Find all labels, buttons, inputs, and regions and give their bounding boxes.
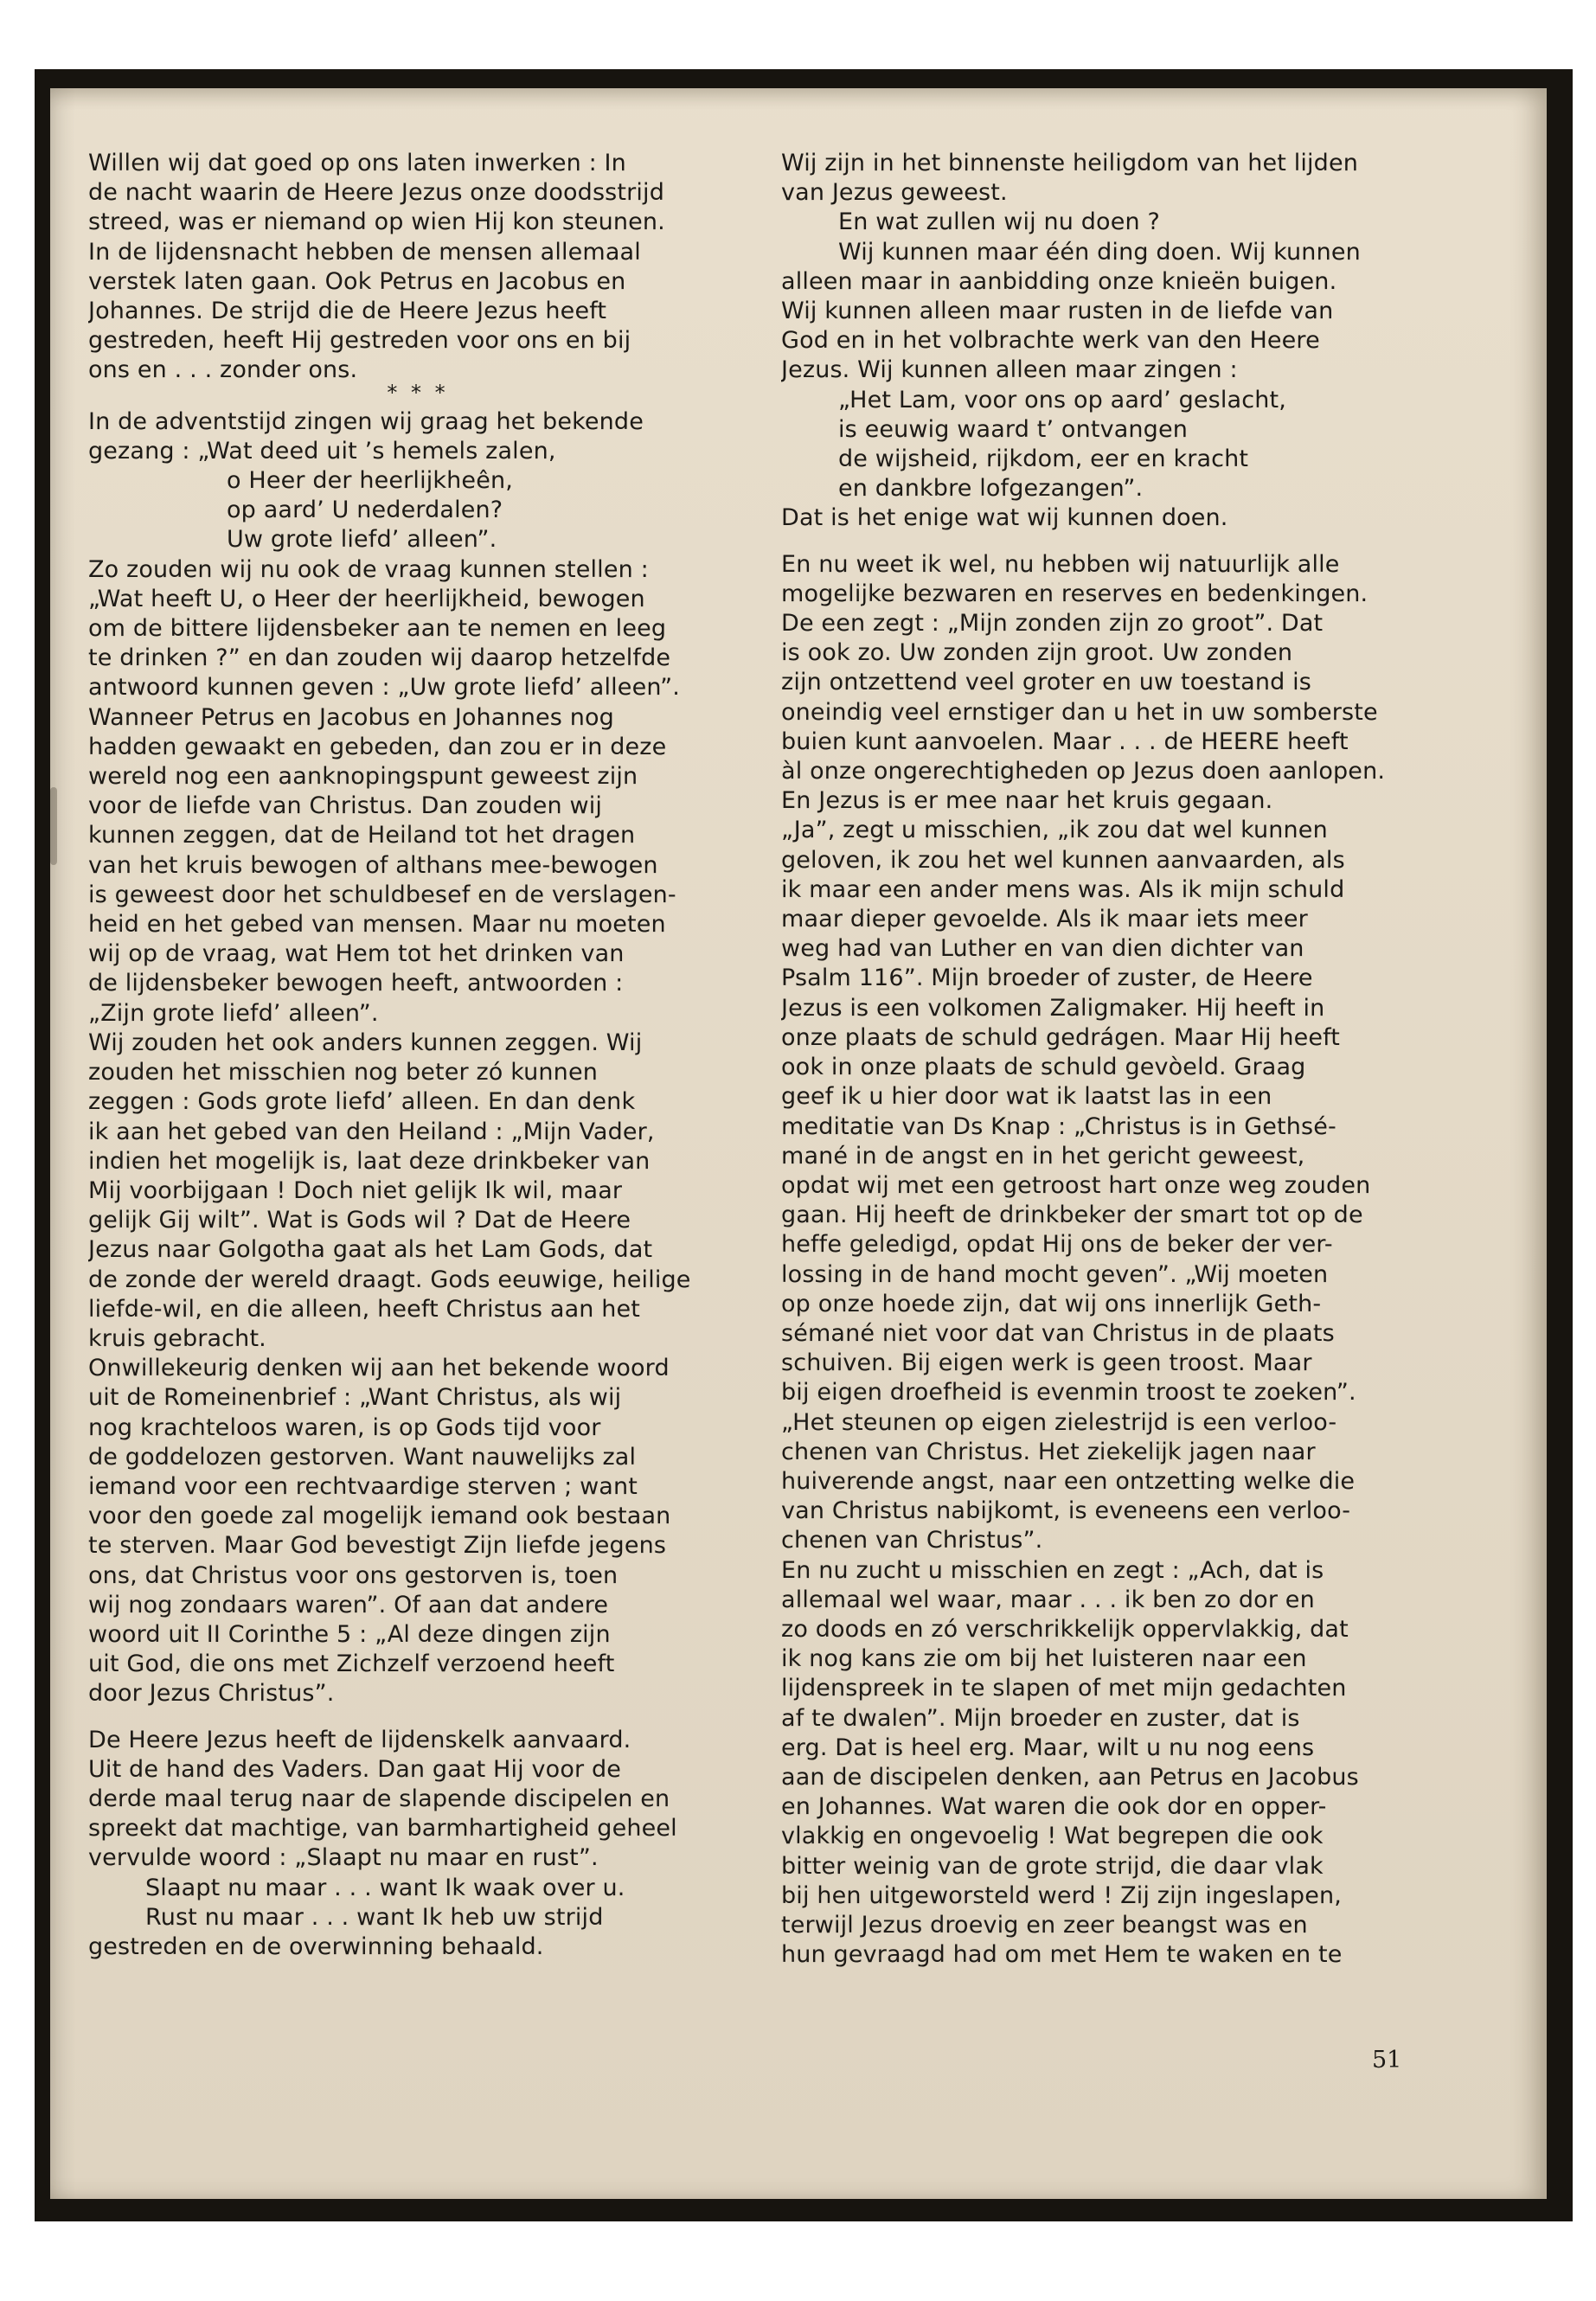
right-line-31: ook in onze plaats de schuld gevòeld. Graag	[781, 1054, 1306, 1081]
right-line-22: En Jezus is er mee naar het kruis gegaan.	[781, 787, 1273, 815]
right-line-59: bij hen uitgeworsteld werd ! Zij zijn ingeslapen,	[781, 1881, 1342, 1909]
right-line-61: hun gevraagd had om met Hem te waken en te	[781, 1941, 1343, 1969]
right-line-50: zo doods en zó verschrikkelijk oppervlakkig, dat	[781, 1615, 1349, 1643]
right-line-27: weg had van Luther en van dien dichter van	[781, 935, 1304, 963]
right-line-17: is ook zo. Uw zonden zijn groot. Uw zonden	[781, 639, 1293, 667]
left-line-51: woord uit II Corinthe 5 : „Al deze dingen zijn	[88, 1620, 611, 1648]
right-line-53: af te dwalen”. Mijn broeder en zuster, dat is	[781, 1704, 1300, 1732]
right-line-47: chenen van Christus”.	[781, 1527, 1043, 1554]
right-line-7: God en in het volbrachte werk van den Heere	[781, 327, 1320, 355]
left-line-32: zouden het misschien nog beter zó kunnen	[88, 1059, 598, 1086]
right-line-6: Wij kunnen alleen maar rusten in de liefde van	[781, 298, 1334, 325]
right-line-14: En nu weet ik wel, nu hebben wij natuurlijk alle	[781, 550, 1340, 578]
right-line-44: chenen van Christus. Het ziekelijk jagen naar	[781, 1438, 1316, 1465]
right-line-25: ik maar een ander mens was. Als ik mijn schuld	[781, 875, 1345, 903]
right-line-19: oneindig veel ernstiger dan u het in uw somberste	[781, 698, 1378, 726]
right-line-54: erg. Dat is heel erg. Maar, wilt u nu nog eens	[781, 1734, 1315, 1761]
right-line-20: buien kunt aanvoelen. Maar . . . de HEERE heeft	[781, 727, 1349, 755]
left-line-48: te sterven. Maar God bevestigt Zijn liefde jegens	[88, 1532, 667, 1560]
right-line-56: en Johannes. Wat waren die ook dor en opper-	[781, 1793, 1327, 1821]
left-line-36: Mij voorbijgaan ! Doch niet gelijk Ik wil, maar	[88, 1176, 623, 1204]
right-line-49: allemaal wel waar, maar . . . ik ben zo dor en	[781, 1586, 1315, 1613]
left-line-10: In de adventstijd zingen wij graag het bekende	[88, 407, 644, 435]
right-line-38: lossing in de hand mocht geven”. „Wij moeten	[781, 1260, 1329, 1288]
left-line-14: Uw grote liefd’ alleen”.	[227, 526, 497, 554]
right-line-24: geloven, ik zou het wel kunnen aanvaarden, als	[781, 846, 1345, 874]
left-line-49: ons, dat Christus voor ons gestorven is, toen	[88, 1561, 619, 1589]
right-line-40: sémané niet voor dat van Christus in de plaats	[781, 1319, 1335, 1347]
right-line-28: Psalm 116”. Mijn broeder of zuster, de Heere	[781, 965, 1313, 992]
left-line-41: kruis gebracht.	[88, 1324, 266, 1352]
right-line-11: de wijsheid, rijkdom, eer en kracht	[838, 445, 1249, 473]
left-line-28: wij op de vraag, wat Hem tot het drinken van	[88, 940, 625, 968]
right-line-1: Wij zijn in het binnenste heiligdom van het lijden	[781, 150, 1358, 176]
left-line-11: gezang : „Wat deed uit ’s hemels zalen,	[88, 437, 556, 465]
document-page	[50, 88, 1547, 2199]
right-column	[781, 149, 1440, 1970]
right-line-41: schuiven. Bij eigen werk is geen troost. Maar	[781, 1349, 1312, 1377]
right-line-45: huiverende angst, naar een ontzetting welke die	[781, 1467, 1356, 1495]
right-line-55: aan de discipelen denken, aan Petrus en Jacobus	[781, 1763, 1359, 1791]
right-line-43: „Het steunen op eigen zielestrijd is een verloo-	[781, 1408, 1337, 1436]
left-line-25: van het kruis bewogen of althans mee-bewogen	[88, 851, 658, 879]
right-line-30: onze plaats de schuld gedrágen. Maar Hij heeft	[781, 1023, 1341, 1051]
left-line-57: spreekt dat machtige, van barmhartigheid geheel	[88, 1815, 677, 1843]
left-line-38: Jezus naar Golgotha gaat als het Lam Gods, dat	[88, 1236, 653, 1264]
right-line-36: gaan. Hij heeft de drinkbeker der smart tot op de	[781, 1202, 1363, 1229]
right-line-32: geef ik u hier door wat ik laatst las in een	[781, 1083, 1272, 1111]
left-line-45: de goddelozen gestorven. Want nauwelijks zal	[88, 1443, 637, 1471]
right-line-4: Wij kunnen maar één ding doen. Wij kunnen	[838, 238, 1361, 266]
left-line-21: hadden gewaakt en gebeden, dan zou er in deze	[88, 733, 667, 760]
right-line-34: mané in de angst en in het gericht geweest,	[781, 1142, 1305, 1170]
left-line-43: uit de Romeinenbrief : „Want Christus, als wij	[88, 1384, 622, 1412]
left-line-55: Uit de hand des Vaders. Dan gaat Hij voor de	[88, 1755, 622, 1783]
right-line-29: Jezus is een volkomen Zaligmaker. Hij heeft in	[781, 994, 1325, 1022]
left-line-17: om de bittere lijdensbeker aan te nemen en leeg	[88, 615, 667, 643]
right-line-15: mogelijke bezwaren en reserves en bedenkingen.	[781, 580, 1368, 607]
left-line-59: Slaapt nu maar . . . want Ik waak over u.	[145, 1874, 625, 1901]
left-line-13: op aard’ U nederdalen?	[227, 497, 503, 524]
left-line-24: kunnen zeggen, dat de Heiland tot het dragen	[88, 822, 636, 849]
right-line-13: Dat is het enige wat wij kunnen doen.	[781, 504, 1228, 532]
left-line-1: Willen wij dat goed op ons laten inwerken : In	[88, 150, 626, 176]
left-line-56: derde maal terug naar de slapende discipelen en	[88, 1785, 670, 1812]
left-line-44: nog krachteloos waren, is op Gods tijd voor	[88, 1413, 601, 1441]
left-line-22: wereld nog een aanknopingspunt geweest zijn	[88, 763, 638, 791]
left-line-34: ik aan het gebed van den Heiland : „Mijn Vader,	[88, 1118, 655, 1145]
left-line-58: vervulde woord : „Slaapt nu maar en rust”.	[88, 1844, 599, 1872]
left-line-46: iemand voor een rechtvaardige sterven ; want	[88, 1472, 638, 1500]
left-line-37: gelijk Gij wilt”. Wat is Gods wil ? Dat de Heere	[88, 1207, 631, 1234]
right-line-18: zijn ontzettend veel groter en uw toestand is	[781, 669, 1311, 696]
right-line-23: „Ja”, zegt u misschien, „ik zou dat wel kunnen	[781, 817, 1328, 844]
left-line-16: „Wat heeft U, o Heer der heerlijkheid, bewogen	[88, 585, 645, 612]
left-line-53: door Jezus Christus”.	[88, 1680, 335, 1708]
right-line-2: van Jezus geweest.	[781, 179, 1008, 207]
left-line-8: ons en . . . zonder ons.	[88, 356, 358, 384]
right-line-57: vlakkig en ongevoelig ! Wat begrepen die ook	[781, 1823, 1324, 1850]
right-line-42: bij eigen droefheid is evenmin troost te zoeken”.	[781, 1379, 1356, 1407]
right-line-52: lijdenspreek in te slapen of met mijn gedachten	[781, 1675, 1347, 1702]
left-line-7: gestreden, heeft Hij gestreden voor ons en bij	[88, 327, 631, 355]
left-line-40: liefde-wil, en die alleen, heeft Christus aan het	[88, 1295, 641, 1323]
left-line-29: de lijdensbeker bewogen heeft, antwoorden :	[88, 970, 624, 997]
right-line-8: Jezus. Wij kunnen alleen maar zingen :	[781, 356, 1238, 384]
page-number: 51	[1372, 2047, 1402, 2073]
right-line-37: heffe geledigd, opdat Hij ons de beker der ver-	[781, 1231, 1333, 1259]
right-line-3: En wat zullen wij nu doen ?	[838, 208, 1160, 236]
left-line-5: verstek laten gaan. Ook Petrus en Jacobus en	[88, 267, 626, 295]
right-line-33: meditatie van Ds Knap : „Christus is in Gethsé-	[781, 1112, 1336, 1140]
left-line-26: is geweest door het schuldbesef en de verslagen-	[88, 881, 676, 908]
right-line-39: op onze hoede zijn, dat wij ons innerlijk Geth-	[781, 1290, 1322, 1317]
right-line-58: bitter weinig van de grote strijd, die daar vlak	[781, 1852, 1324, 1880]
left-line-42: Onwillekeurig denken wij aan het bekende woord	[88, 1355, 670, 1382]
right-line-35: opdat wij met een getroost hart onze weg zouden	[781, 1171, 1371, 1199]
right-line-46: van Christus nabijkomt, is eveneens een verloo-	[781, 1497, 1351, 1525]
left-line-31: Wij zouden het ook anders kunnen zeggen. Wij	[88, 1029, 643, 1056]
paragraph-space	[781, 534, 1440, 550]
left-line-27: heid en het gebed van mensen. Maar nu moeten	[88, 911, 666, 939]
right-line-48: En nu zucht u misschien en zegt : „Ach, dat is	[781, 1556, 1324, 1584]
right-line-16: De een zegt : „Mijn zonden zijn zo groot”. Dat	[781, 610, 1324, 638]
left-line-3: streed, was er niemand op wien Hij kon steunen.	[88, 208, 665, 236]
left-line-60: Rust nu maar . . . want Ik heb uw strijd	[145, 1903, 604, 1931]
left-line-4: In de lijdensnacht hebben de mensen allemaal	[88, 238, 641, 266]
left-line-47: voor den goede zal mogelijk iemand ook bestaan	[88, 1503, 671, 1530]
right-line-60: terwijl Jezus droevig en zeer beangst was en	[781, 1911, 1308, 1939]
left-line-52: uit God, die ons met Zichzelf verzoend heeft	[88, 1650, 615, 1678]
left-line-15: Zo zouden wij nu ook de vraag kunnen stellen :	[88, 555, 649, 583]
left-line-23: voor de liefde van Christus. Dan zouden wij	[88, 792, 603, 820]
left-column	[88, 149, 747, 1962]
left-line-2: de nacht waarin de Heere Jezus onze doodsstrijd	[88, 179, 664, 207]
left-line-33: zeggen : Gods grote liefd’ alleen. En dan denk	[88, 1088, 636, 1116]
left-line-35: indien het mogelijk is, laat deze drinkbeker van	[88, 1147, 651, 1175]
right-line-12: en dankbre lofgezangen”.	[838, 475, 1144, 503]
right-line-21: àl onze ongerechtigheden op Jezus doen aanlopen.	[781, 758, 1386, 785]
left-line-20: Wanneer Petrus en Jacobus en Johannes nog	[88, 703, 614, 731]
paragraph-space	[88, 1709, 747, 1726]
left-line-30: „Zijn grote liefd’ alleen”.	[88, 999, 379, 1027]
left-line-50: wij nog zondaars waren”. Of aan dat andere	[88, 1591, 609, 1618]
left-line-18: te drinken ?” en dan zouden wij daarop hetzelfde	[88, 644, 671, 672]
right-line-5: alleen maar in aanbidding onze knieën buigen.	[781, 267, 1337, 295]
left-line-54: De Heere Jezus heeft de lijdenskelk aanvaard.	[88, 1726, 631, 1753]
gutter-shadow	[50, 787, 57, 865]
right-line-9: „Het Lam, voor ons op aard’ geslacht,	[838, 386, 1286, 413]
right-line-26: maar dieper gevoelde. Als ik maar iets meer	[781, 906, 1308, 933]
left-line-61: gestreden en de overwinning behaald.	[88, 1932, 544, 1960]
section-asterism: * * *	[387, 380, 449, 405]
right-line-10: is eeuwig waard t’ ontvangen	[838, 415, 1188, 443]
left-line-19: antwoord kunnen geven : „Uw grote liefd’ alleen”.	[88, 674, 680, 702]
right-line-51: ik nog kans zie om bij het luisteren naar een	[781, 1645, 1307, 1673]
left-line-6: Johannes. De strijd die de Heere Jezus heeft	[88, 298, 607, 325]
left-line-12: o Heer der heerlijkheên,	[227, 467, 513, 495]
left-line-39: de zonde der wereld draagt. Gods eeuwige, heilige	[88, 1266, 691, 1293]
